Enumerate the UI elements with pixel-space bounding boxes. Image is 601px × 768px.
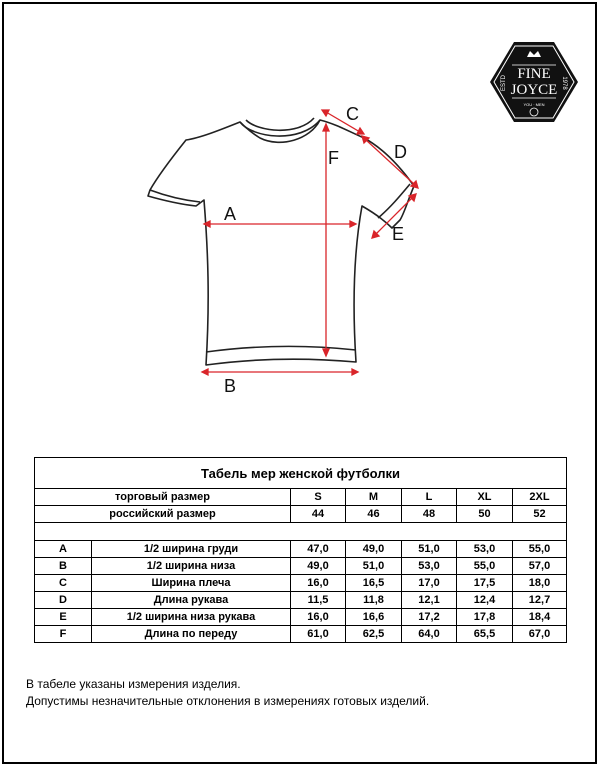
row-value: 62,5	[346, 626, 402, 643]
row-value: 11,5	[291, 592, 346, 609]
ru-size: 52	[513, 506, 567, 523]
row-value: 64,0	[402, 626, 457, 643]
row-name: 1/2 ширина низа рукава	[92, 609, 291, 626]
tshirt-outline	[148, 118, 414, 365]
ru-size: 44	[291, 506, 346, 523]
row-value: 16,0	[291, 575, 346, 592]
row-name: Ширина плеча	[92, 575, 291, 592]
row-value: 11,8	[346, 592, 402, 609]
row-value: 12,7	[513, 592, 567, 609]
brand-year: 1978	[561, 76, 567, 90]
brand-logo	[488, 40, 580, 124]
ru-size: 46	[346, 506, 402, 523]
ru-size: 50	[457, 506, 513, 523]
row-name: Длина рукава	[92, 592, 291, 609]
row-value: 49,0	[291, 558, 346, 575]
row-value: 53,0	[457, 541, 513, 558]
row-code: E	[35, 609, 92, 626]
row-value: 17,5	[457, 575, 513, 592]
ru-size: 48	[402, 506, 457, 523]
brand-estd: ESTD	[501, 74, 507, 92]
table-row	[35, 558, 567, 575]
label-a: A	[224, 204, 237, 224]
row-code: F	[35, 626, 92, 643]
size-header: L	[402, 489, 457, 506]
row-value: 18,0	[513, 575, 567, 592]
row-value: 16,0	[291, 609, 346, 626]
measure-lines	[202, 110, 418, 375]
table-title: Табель мер женской футболки	[35, 458, 567, 489]
table-row	[35, 626, 567, 643]
brand-tagline: YOU · MEN	[523, 102, 545, 107]
spacer-row	[35, 523, 567, 541]
label-f: F	[328, 148, 339, 168]
brand-name-top: FINE	[517, 66, 551, 82]
size-header: M	[346, 489, 402, 506]
tshirt-diagram	[140, 100, 440, 400]
table-row	[35, 592, 567, 609]
row-code: D	[35, 592, 92, 609]
row-value: 17,8	[457, 609, 513, 626]
trade-size-label: торговый размер	[35, 489, 291, 506]
row-value: 17,0	[402, 575, 457, 592]
row-code: C	[35, 575, 92, 592]
label-b: B	[224, 376, 237, 396]
row-code: B	[35, 558, 92, 575]
trade-size-row	[35, 489, 567, 506]
row-value: 16,6	[346, 609, 402, 626]
note-line: В табеле указаны измерения изделия.	[26, 677, 241, 691]
russian-size-label: российский размер	[35, 506, 291, 523]
row-name: 1/2 ширина низа	[92, 558, 291, 575]
table-row	[35, 609, 567, 626]
row-value: 61,0	[291, 626, 346, 643]
row-value: 47,0	[291, 541, 346, 558]
brand-name-bottom: JOYCE	[510, 82, 558, 98]
russian-size-row	[35, 506, 567, 523]
table-row	[35, 575, 567, 592]
row-value: 53,0	[402, 558, 457, 575]
row-value: 12,1	[402, 592, 457, 609]
row-value: 16,5	[346, 575, 402, 592]
row-code: A	[35, 541, 92, 558]
label-c: C	[346, 104, 359, 124]
spacer-cell	[35, 523, 567, 541]
label-e: E	[392, 224, 405, 244]
row-name: Длина по переду	[92, 626, 291, 643]
row-name: 1/2 ширина груди	[92, 541, 291, 558]
table-row	[35, 541, 567, 558]
size-header: 2XL	[513, 489, 567, 506]
note-line: Допустимы незначительные отклонения в измерениях готовых изделий.	[26, 694, 430, 708]
size-header: XL	[457, 489, 513, 506]
size-table	[34, 457, 567, 643]
row-value: 55,0	[513, 541, 567, 558]
label-d: D	[394, 142, 407, 162]
notes	[26, 676, 429, 710]
row-value: 51,0	[346, 558, 402, 575]
row-value: 17,2	[402, 609, 457, 626]
row-value: 12,4	[457, 592, 513, 609]
row-value: 18,4	[513, 609, 567, 626]
row-value: 67,0	[513, 626, 567, 643]
row-value: 49,0	[346, 541, 402, 558]
row-value: 65,5	[457, 626, 513, 643]
size-header: S	[291, 489, 346, 506]
row-value: 51,0	[402, 541, 457, 558]
row-value: 57,0	[513, 558, 567, 575]
row-value: 55,0	[457, 558, 513, 575]
